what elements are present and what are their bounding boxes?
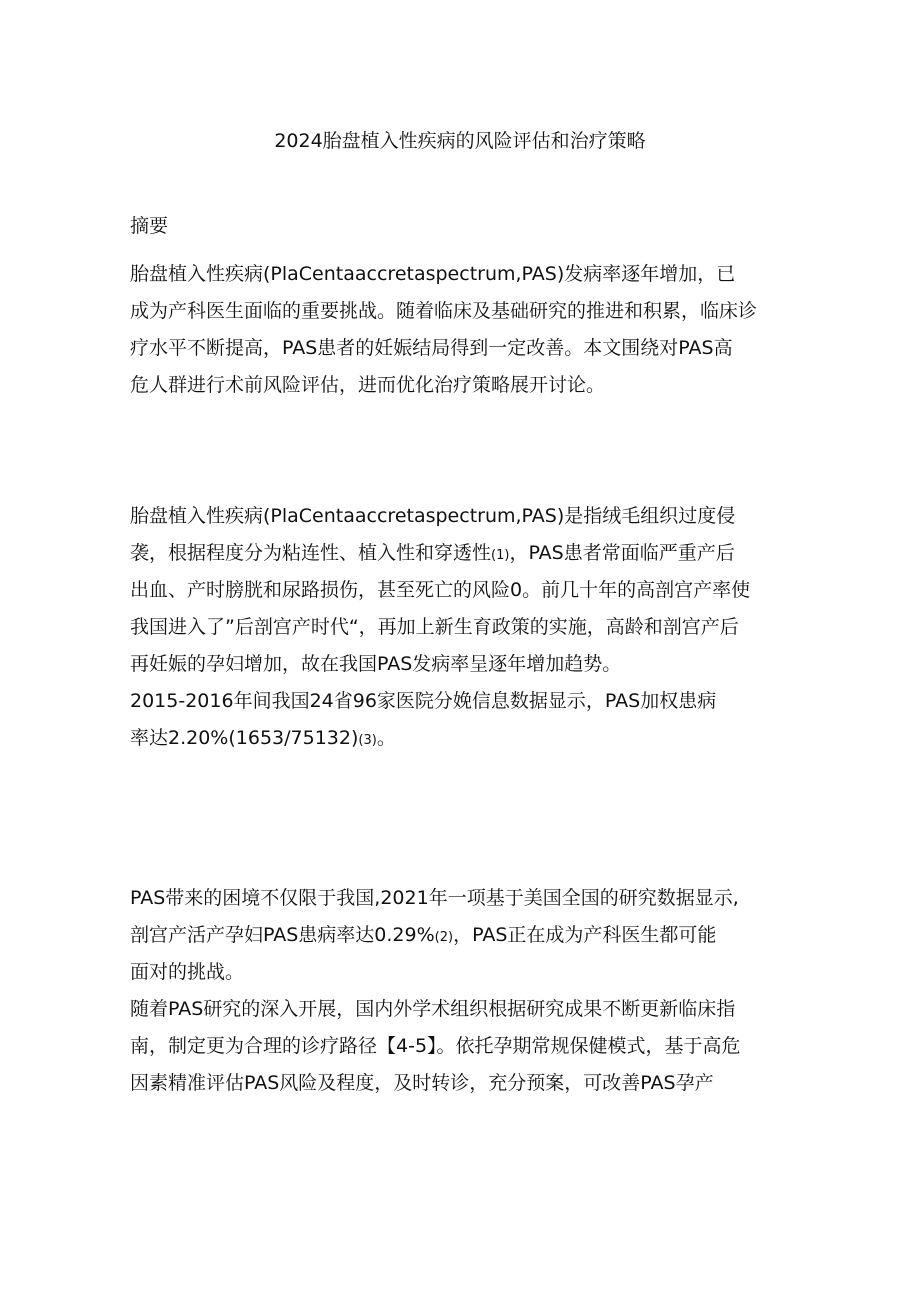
body-paragraph-2 xyxy=(130,880,795,1102)
abstract-heading: 摘要 xyxy=(130,215,169,237)
text-line: 危人群进行术前风险评估，进而优化治疗策略展开讨论。 xyxy=(130,374,606,396)
text-line xyxy=(130,917,795,954)
text-segment: ，PAS患者常面临严重产后 xyxy=(509,542,735,564)
text-line: 南，制定更为合理的诊疗路径【4-5】。依托孕期常规保健模式，基于高危 xyxy=(130,1035,741,1057)
citation-ref: (3) xyxy=(358,733,377,748)
text-segment: 率达2.20%(1653/75132) xyxy=(130,727,359,749)
text-line: 再妊娠的孕妇增加，故在我国PAS发病率呈逐年增加趋势。 xyxy=(130,653,622,675)
text-segment: 剖宫产活产孕妇PAS患病率达0.29% xyxy=(130,924,435,946)
document-title: 2024胎盘植入性疾病的风险评估和治疗策略 xyxy=(274,130,646,152)
text-line: 我国进入了”后剖宫产时代“，再加上新生育政策的实施，高龄和剖宫产后 xyxy=(130,616,739,638)
abstract-paragraph xyxy=(130,256,795,404)
text-segment: ，PAS正在成为产科医生都可能 xyxy=(453,924,717,946)
citation-ref: (2) xyxy=(434,930,454,945)
text-line: 面对的挑战。 xyxy=(130,961,245,983)
text-line: PAS带来的困境不仅限于我国,2021年一项基于美国全国的研究数据显示, xyxy=(130,887,739,909)
text-line: 疗水平不断提高，PAS患者的妊娠结局得到一定改善。本文围绕对PAS高 xyxy=(130,337,733,359)
text-line: 2015-2016年间我国24省96家医院分娩信息数据显示，PAS加权患病 xyxy=(130,690,717,712)
body-paragraph-1 xyxy=(130,498,795,757)
text-line xyxy=(130,720,795,757)
text-line: 胎盘植入性疾病(PlaCentaaccretaspectrum,PAS)是指绒毛组织过度侵 xyxy=(130,505,736,527)
citation-ref: (1) xyxy=(491,548,510,563)
text-line: 随着PAS研究的深入开展，国内外学术组织根据研究成果不断更新临床指 xyxy=(130,998,736,1020)
text-line: 成为产科医生面临的重要挑战。随着临床及基础研究的推进和积累，临床诊 xyxy=(130,300,758,322)
text-line: 因素精准评估PAS风险及程度，及时转诊，充分预案，可改善PAS孕产 xyxy=(130,1072,714,1094)
text-line: 出血、产时膀胱和尿路损伤，甚至死亡的风险0。前几十年的高剖宫产率使 xyxy=(130,579,751,601)
text-line: 胎盘植入性疾病(PlaCentaaccretaspectrum,PAS)发病率逐年增加，已 xyxy=(130,263,736,285)
text-segment: 袭，根据程度分为粘连性、植入性和穿透性 xyxy=(130,542,492,564)
text-line xyxy=(130,535,795,572)
text-segment: 。 xyxy=(376,727,396,749)
